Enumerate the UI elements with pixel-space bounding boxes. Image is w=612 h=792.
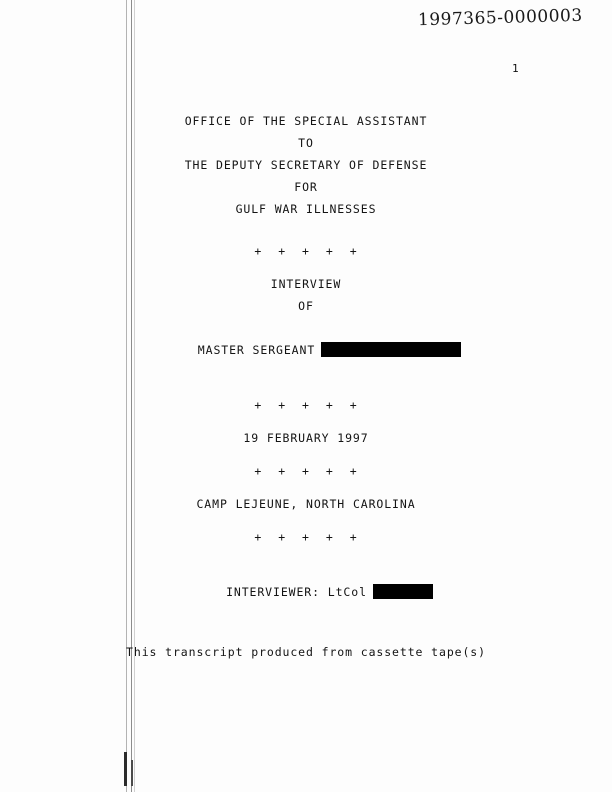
agency-line-5: GULF WAR ILLNESSES [235,202,377,216]
interview-subject-row [0,317,612,383]
agency-line-1: OFFICE OF THE SPECIAL ASSISTANT [184,114,428,128]
agency-line-3: THE DEPUTY SECRETARY OF DEFENSE [184,158,428,172]
interview-subject-rank: MASTER SERGEANT [197,343,316,357]
spacer [0,416,612,427]
spacer [0,449,612,460]
spacer [0,548,612,559]
separator-2: + + + + + [254,398,362,412]
interviewer-row [0,559,612,625]
agency-line-2: TO [298,136,314,150]
separator-3: + + + + + [254,464,362,478]
spacer [0,262,612,273]
redaction-bar-interviewer-name [373,584,433,599]
spacer [0,482,612,493]
scan-edge-mark [131,760,133,786]
interview-label: INTERVIEW [270,277,342,291]
interview-subject [198,339,461,361]
agency-line-4: FOR [294,180,318,194]
interviewer [226,581,433,603]
spacer [0,220,612,240]
interview-of-label: OF [298,299,314,313]
handwritten-accession-number: 1997365-0000003 [417,5,583,31]
redaction-bar-subject-name [321,342,461,357]
interview-location: CAMP LEJEUNE, NORTH CAROLINA [196,497,416,511]
title-block [0,110,612,625]
separator-1: + + + + + [254,244,362,258]
interview-date: 19 FEBRUARY 1997 [243,431,369,445]
scan-edge-mark [124,752,127,786]
spacer [0,383,612,394]
interviewer-label: INTERVIEWER: LtCol [226,585,367,599]
separator-4: + + + + + [254,530,362,544]
transcript-source-note: This transcript produced from cassette tape(s) [126,645,486,659]
spacer [0,515,612,526]
page-number: 1 [512,62,519,75]
